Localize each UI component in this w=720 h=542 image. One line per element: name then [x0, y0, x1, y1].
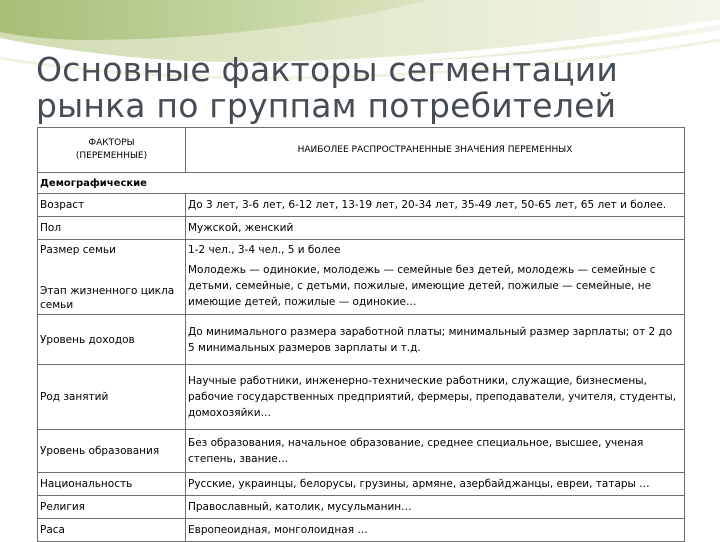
- table-row: [38, 473, 685, 496]
- category-label: Демографические: [38, 173, 685, 194]
- value-cell: Научные работники, инженерно-технические работники, служащие, бизнесмены, рабочие государственных предприятий, фермеры, преподаватели, учителя, студенты, домохозяйки…: [186, 365, 685, 430]
- slide-title: Основные факторы сегментации рынка по группам потребителей: [36, 50, 618, 125]
- table-row: [38, 430, 685, 473]
- segmentation-table: [37, 127, 685, 542]
- table-row: [38, 217, 685, 240]
- header-factors: ФАКТОРЫ (ПЕРЕМЕННЫЕ): [38, 128, 186, 173]
- factor-cell: Размер семьи: [38, 240, 186, 261]
- factor-cell: Этап жизненного цикла семьи: [38, 260, 186, 315]
- value-cell: Молодежь — одинокие, молодежь — семейные без детей, молодежь — семейные с детьми, семейные, с детьми, пожилые, имеющие детей, пожилые — семейные, не имеющие детей, пожилые — одинокие…: [186, 260, 685, 315]
- factor-cell: Возраст: [38, 194, 186, 217]
- factor-cell: Уровень доходов: [38, 315, 186, 365]
- value-cell: До минимального размера заработной платы; минимальный размер зарплаты; от 2 до 5 минимальных размеров зарплаты и т.д.: [186, 315, 685, 365]
- factor-cell: Уровень образования: [38, 430, 186, 473]
- factor-cell: Религия: [38, 496, 186, 519]
- table-row: [38, 260, 685, 315]
- factor-cell: Раса: [38, 519, 186, 542]
- value-cell: Русские, украинцы, белорусы, грузины, армяне, азербайджанцы, евреи, татары …: [186, 473, 685, 496]
- category-row: [38, 173, 685, 194]
- value-cell: Европеоидная, монголоидная …: [186, 519, 685, 542]
- table-header-row: [38, 128, 685, 173]
- table-row: [38, 496, 685, 519]
- value-cell: 1-2 чел., 3-4 чел., 5 и более: [186, 240, 685, 261]
- table-row: [38, 315, 685, 365]
- table-row: [38, 519, 685, 542]
- value-cell: До 3 лет, 3-6 лет, 6-12 лет, 13-19 лет, 20-34 лет, 35-49 лет, 50-65 лет, 65 лет и более.: [186, 194, 685, 217]
- value-cell: Без образования, начальное образование, среднее специальное, высшее, ученая степень, звание…: [186, 430, 685, 473]
- factor-cell: Национальность: [38, 473, 186, 496]
- table-row: [38, 240, 685, 261]
- header-values: НАИБОЛЕЕ РАСПРОСТРАНЕННЫЕ ЗНАЧЕНИЯ ПЕРЕМЕННЫХ: [186, 128, 685, 173]
- value-cell: Православный, католик, мусульманин…: [186, 496, 685, 519]
- factor-cell: Род занятий: [38, 365, 186, 430]
- value-cell: Мужской, женский: [186, 217, 685, 240]
- table-row: [38, 194, 685, 217]
- factor-cell: Пол: [38, 217, 186, 240]
- table-row: [38, 365, 685, 430]
